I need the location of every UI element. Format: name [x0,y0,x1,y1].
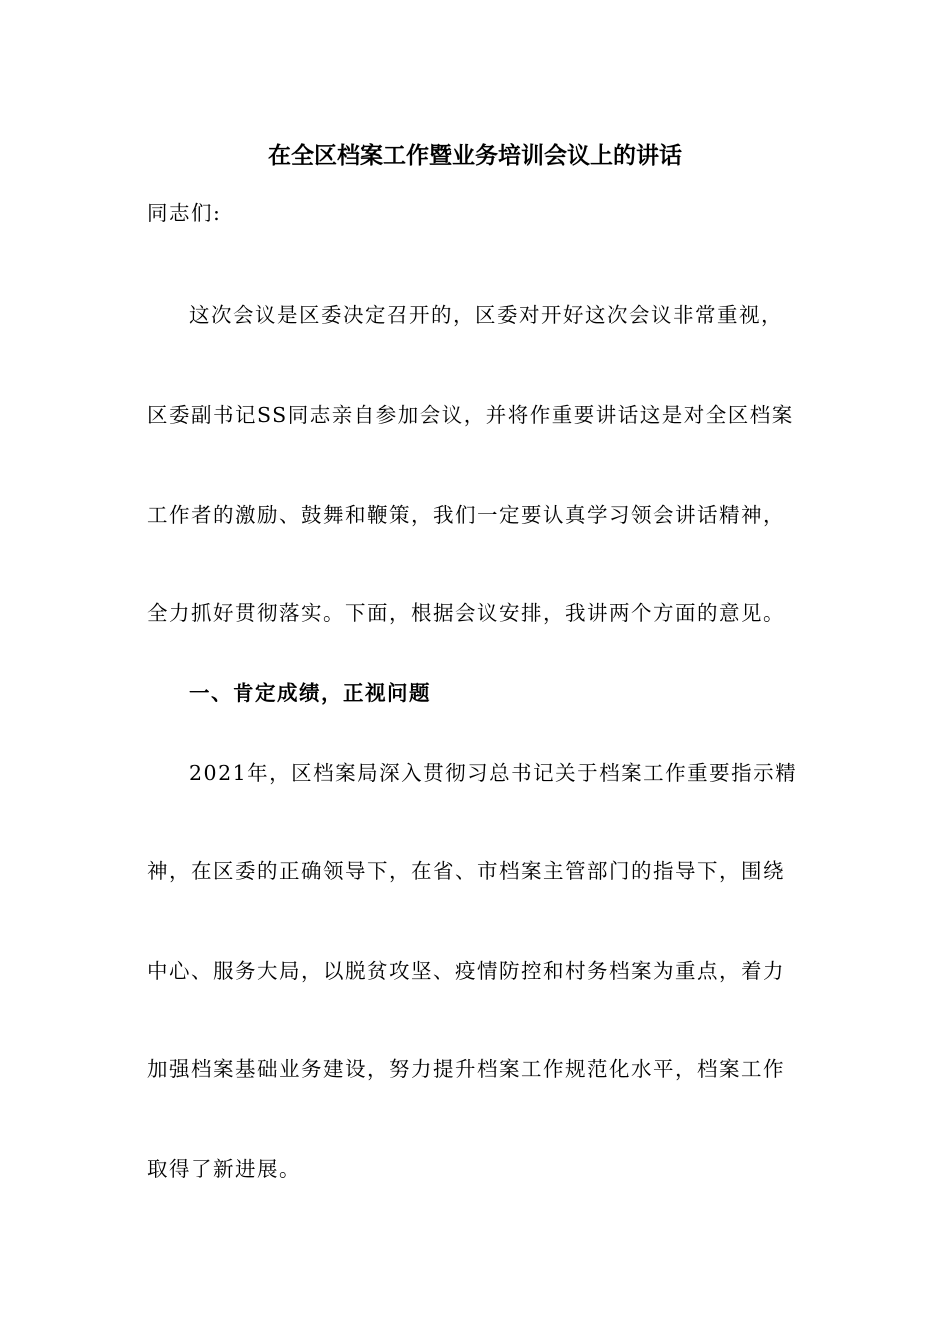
document-title: 在全区档案工作暨业务培训会议上的讲话 [268,142,682,169]
paragraph-line: 中心、服务大局，以脱贫攻坚、疫情防控和村务档案为重点，着力 [147,959,785,983]
paragraph-line: 这次会议是区委决定召开的，区委对开好这次会议非常重视， [189,303,783,327]
paragraph-line: 工作者的激励、鼓舞和鞭策，我们一定要认真学习领会讲话精神， [147,503,785,527]
paragraph-line: 区委副书记SS同志亲自参加会议，并将作重要讲话这是对全区档案 [147,403,794,427]
paragraph-line: 2021年，区档案局深入贯彻习总书记关于档案工作重要指示精 [189,761,798,785]
paragraph-line: 取得了新进展。 [147,1157,301,1181]
paragraph-line: 加强档案基础业务建设，努力提升档案工作规范化水平，档案工作 [147,1057,785,1081]
paragraph-line: 全力抓好贯彻落实。下面，根据会议安排，我讲两个方面的意见。 [147,601,785,625]
paragraph-line: 神，在区委的正确领导下，在省、市档案主管部门的指导下，围绕 [147,859,785,883]
section-heading: 一、肯定成绩，正视问题 [189,681,431,705]
salutation: 同志们: [147,201,222,225]
